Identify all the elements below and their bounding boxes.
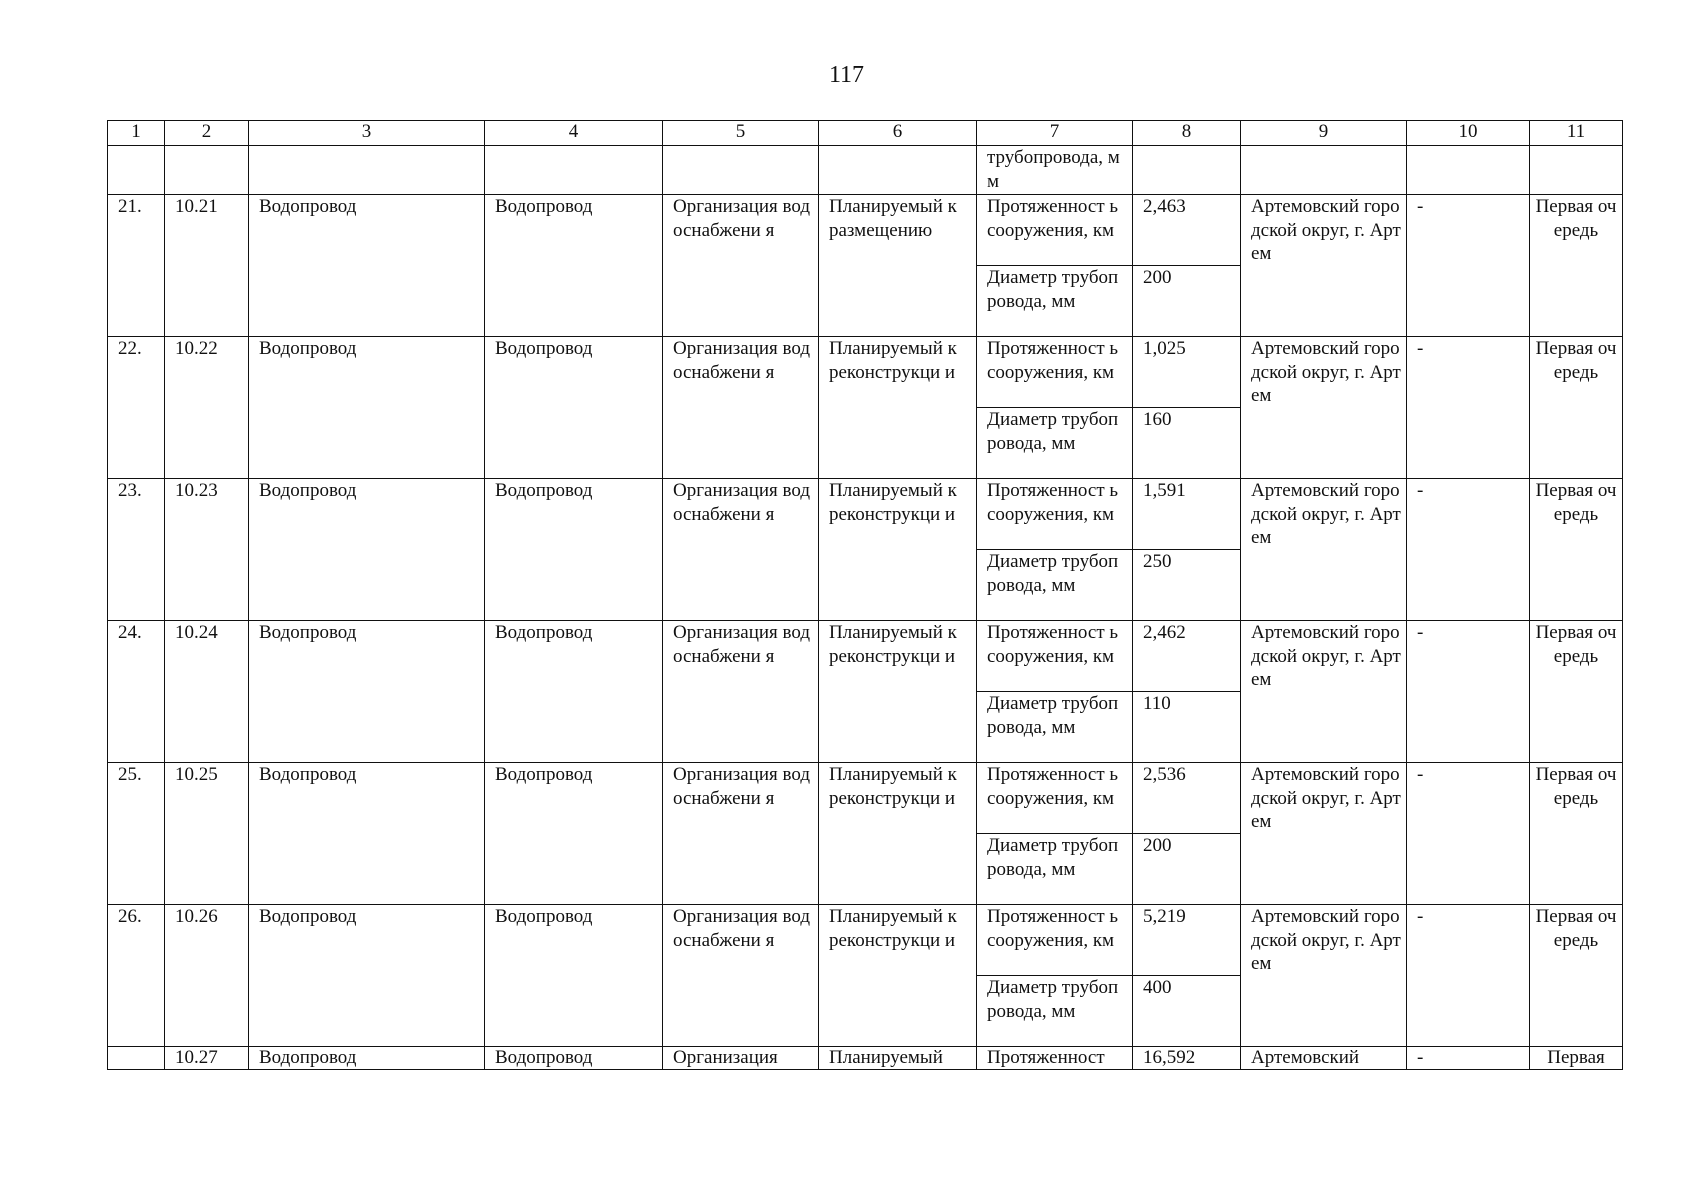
column-number: 4 xyxy=(485,121,663,146)
param-diameter-value: 200 xyxy=(1133,266,1241,337)
param-length-label: Протяженност ь сооружения, км xyxy=(977,763,1133,834)
row-number: 22. xyxy=(108,337,165,479)
object-status: Планируемый xyxy=(819,1047,977,1070)
column-number: 11 xyxy=(1530,121,1623,146)
object-code: 10.25 xyxy=(165,763,249,905)
object-name: Водопровод xyxy=(249,763,485,905)
param-cell: трубопровода, мм xyxy=(977,146,1133,195)
page-number: 117 xyxy=(828,62,865,88)
object-location: Артемовский городской округ, г. Артем xyxy=(1241,621,1407,763)
object-location: Артемовский xyxy=(1241,1047,1407,1070)
row-number: 23. xyxy=(108,479,165,621)
empty-cell xyxy=(1407,146,1530,195)
param-diameter-value: 110 xyxy=(1133,692,1241,763)
stage-value: Первая очередь xyxy=(1530,621,1623,763)
empty-cell xyxy=(108,146,165,195)
object-location: Артемовский городской округ, г. Артем xyxy=(1241,905,1407,1047)
column-number: 8 xyxy=(1133,121,1241,146)
column-number: 1 xyxy=(108,121,165,146)
param-diameter-value: 200 xyxy=(1133,834,1241,905)
zone-value: - xyxy=(1407,195,1530,337)
object-location: Артемовский городской округ, г. Артем xyxy=(1241,195,1407,337)
param-diameter-value: 160 xyxy=(1133,408,1241,479)
object-row xyxy=(108,479,1623,550)
param-diameter-label: Диаметр трубопровода, мм xyxy=(977,266,1133,337)
object-purpose: Организация водоснабжени я xyxy=(663,337,819,479)
param-length-label: Протяженност ь сооружения, км xyxy=(977,337,1133,408)
param-length-value: 2,536 xyxy=(1133,763,1241,834)
object-code: 10.24 xyxy=(165,621,249,763)
object-status: Планируемый к реконструкци и xyxy=(819,621,977,763)
row-number: 25. xyxy=(108,763,165,905)
zone-value: - xyxy=(1407,1047,1530,1070)
column-number: 3 xyxy=(249,121,485,146)
empty-cell xyxy=(1530,146,1623,195)
object-name: Водопровод xyxy=(249,621,485,763)
stage-value: Первая очередь xyxy=(1530,479,1623,621)
param-diameter-value: 250 xyxy=(1133,550,1241,621)
stage-value: Первая очередь xyxy=(1530,337,1623,479)
empty-cell xyxy=(663,146,819,195)
object-purpose: Организация водоснабжени я xyxy=(663,479,819,621)
continuation-row xyxy=(108,146,1623,195)
param-diameter-label: Диаметр трубопровода, мм xyxy=(977,834,1133,905)
stage-value: Первая очередь xyxy=(1530,905,1623,1047)
param-length-label: Протяженност ь сооружения, км xyxy=(977,905,1133,976)
column-number-row xyxy=(108,121,1623,146)
object-row xyxy=(108,337,1623,408)
object-status: Планируемый к реконструкци и xyxy=(819,763,977,905)
object-name: Водопровод xyxy=(249,195,485,337)
zone-value: - xyxy=(1407,905,1530,1047)
object-code: 10.26 xyxy=(165,905,249,1047)
object-code: 10.27 xyxy=(165,1047,249,1070)
object-type: Водопровод xyxy=(485,195,663,337)
empty-cell xyxy=(165,146,249,195)
object-row-partial xyxy=(108,1047,1623,1070)
empty-cell xyxy=(1133,146,1241,195)
column-number: 6 xyxy=(819,121,977,146)
row-number: 24. xyxy=(108,621,165,763)
object-code: 10.21 xyxy=(165,195,249,337)
object-purpose: Организация водоснабжени я xyxy=(663,905,819,1047)
column-number: 2 xyxy=(165,121,249,146)
zone-value: - xyxy=(1407,479,1530,621)
object-purpose: Организация водоснабжени я xyxy=(663,195,819,337)
zone-value: - xyxy=(1407,763,1530,905)
object-type: Водопровод xyxy=(485,1047,663,1070)
param-length-value: 5,219 xyxy=(1133,905,1241,976)
empty-cell xyxy=(485,146,663,195)
empty-cell xyxy=(249,146,485,195)
param-length-label: Протяженност xyxy=(977,1047,1133,1070)
object-purpose: Организация xyxy=(663,1047,819,1070)
object-purpose: Организация водоснабжени я xyxy=(663,763,819,905)
stage-value: Первая xyxy=(1530,1047,1623,1070)
row-number: 21. xyxy=(108,195,165,337)
param-length-value: 2,462 xyxy=(1133,621,1241,692)
object-name: Водопровод xyxy=(249,479,485,621)
object-purpose: Организация водоснабжени я xyxy=(663,621,819,763)
object-row xyxy=(108,621,1623,692)
param-length-value: 1,025 xyxy=(1133,337,1241,408)
param-length-value: 1,591 xyxy=(1133,479,1241,550)
column-number: 5 xyxy=(663,121,819,146)
empty-cell xyxy=(819,146,977,195)
object-status: Планируемый к размещению xyxy=(819,195,977,337)
object-type: Водопровод xyxy=(485,621,663,763)
object-row xyxy=(108,905,1623,976)
object-location: Артемовский городской округ, г. Артем xyxy=(1241,337,1407,479)
param-diameter-label: Диаметр трубопровода, мм xyxy=(977,976,1133,1047)
stage-value: Первая очередь xyxy=(1530,763,1623,905)
param-length-value: 16,592 xyxy=(1133,1047,1241,1070)
object-status: Планируемый к реконструкци и xyxy=(819,479,977,621)
param-length-value: 2,463 xyxy=(1133,195,1241,266)
row-number xyxy=(108,1047,165,1070)
param-length-label: Протяженност ь сооружения, км xyxy=(977,621,1133,692)
object-name: Водопровод xyxy=(249,905,485,1047)
object-status: Планируемый к реконструкци и xyxy=(819,905,977,1047)
empty-cell xyxy=(1241,146,1407,195)
object-location: Артемовский городской округ, г. Артем xyxy=(1241,763,1407,905)
zone-value: - xyxy=(1407,337,1530,479)
object-name: Водопровод xyxy=(249,1047,485,1070)
param-diameter-label: Диаметр трубопровода, мм xyxy=(977,408,1133,479)
object-status: Планируемый к реконструкци и xyxy=(819,337,977,479)
row-number: 26. xyxy=(108,905,165,1047)
param-length-label: Протяженност ь сооружения, км xyxy=(977,195,1133,266)
object-type: Водопровод xyxy=(485,479,663,621)
param-diameter-label: Диаметр трубопровода, мм xyxy=(977,550,1133,621)
object-row xyxy=(108,195,1623,266)
object-code: 10.23 xyxy=(165,479,249,621)
object-code: 10.22 xyxy=(165,337,249,479)
column-number: 10 xyxy=(1407,121,1530,146)
param-diameter-label: Диаметр трубопровода, мм xyxy=(977,692,1133,763)
object-name: Водопровод xyxy=(249,337,485,479)
object-type: Водопровод xyxy=(485,337,663,479)
column-number: 7 xyxy=(977,121,1133,146)
param-length-label: Протяженност ь сооружения, км xyxy=(977,479,1133,550)
object-type: Водопровод xyxy=(485,763,663,905)
column-number: 9 xyxy=(1241,121,1407,146)
objects-table xyxy=(107,120,1623,1070)
zone-value: - xyxy=(1407,621,1530,763)
object-type: Водопровод xyxy=(485,905,663,1047)
object-location: Артемовский городской округ, г. Артем xyxy=(1241,479,1407,621)
object-row xyxy=(108,763,1623,834)
stage-value: Первая очередь xyxy=(1530,195,1623,337)
param-diameter-value: 400 xyxy=(1133,976,1241,1047)
